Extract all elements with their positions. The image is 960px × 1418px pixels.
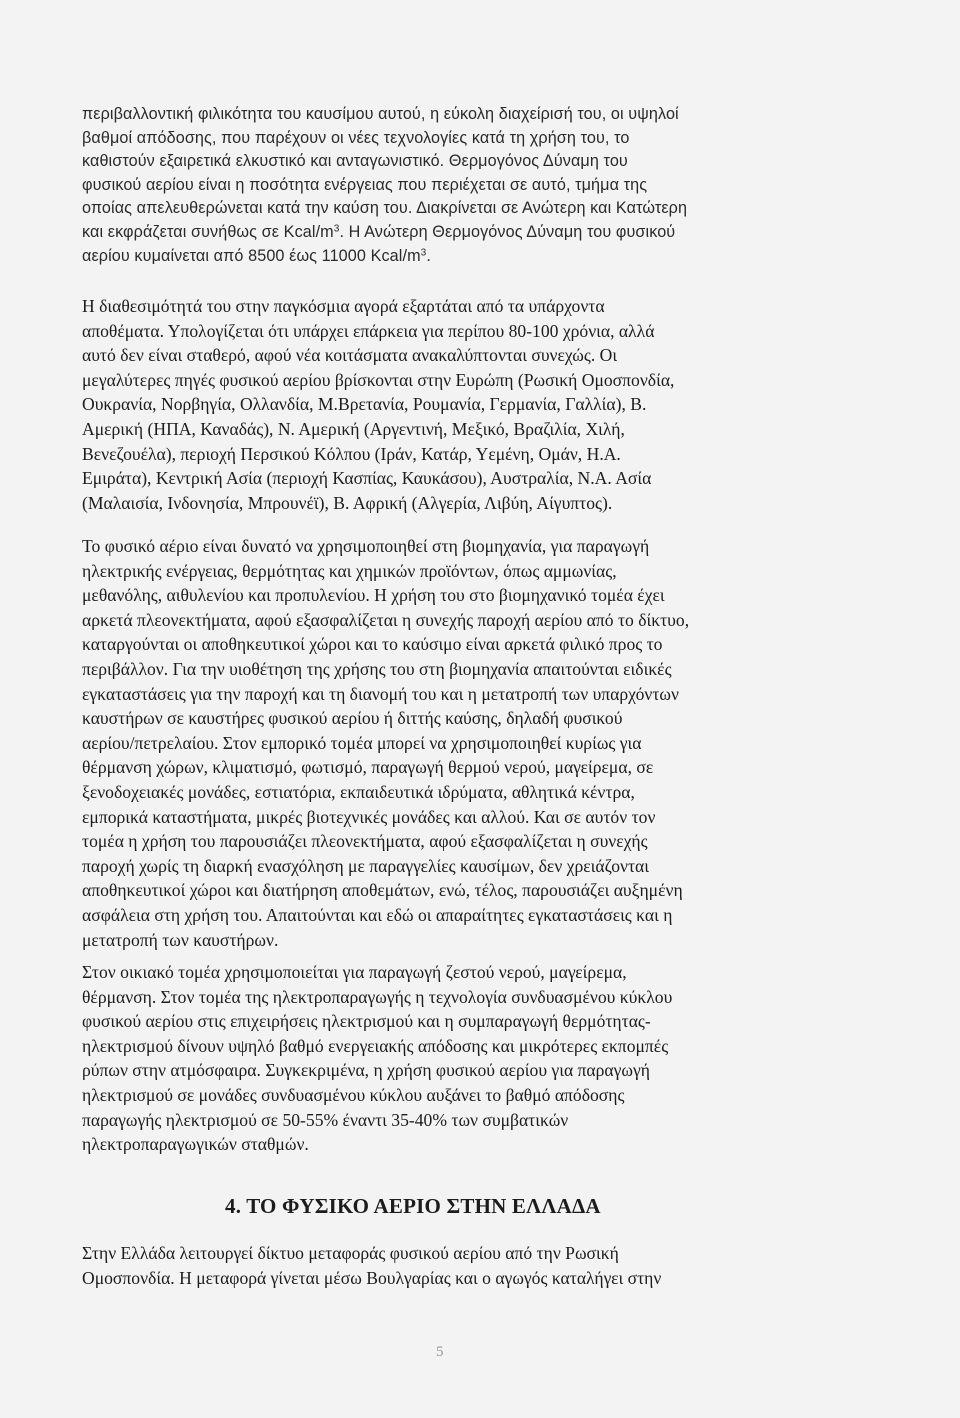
text-line: Ουκρανία, Νορβηγία, Ολλανδία, Μ.Βρετανία, Ρουμανία, Γερμανία, Γαλλία), Β.: [82, 394, 647, 415]
text-line: μετατροπή των καυστήρων.: [82, 929, 279, 950]
text-line: ηλεκτρισμού δίνουν υψηλό βαθμό ενεργειακής απόδοσης και μικρότερες εκπομπές: [82, 1035, 669, 1056]
text-line: αερίου/πετρελαίου. Στον εμπορικό τομέα μπορεί να χρησιμοποιηθεί κυρίως για: [82, 732, 642, 753]
text-line: αυτό δεν είναι σταθερό, αφού νέα κοιτάσματα ανακαλύπτονται συνεχώς. Οι: [82, 345, 618, 366]
superscript: 3: [420, 247, 427, 259]
text-line: Το φυσικό αέριο είναι δυνατό να χρησιμοποιηθεί στη βιομηχανία, για παραγωγή: [82, 536, 650, 556]
text-line: παραγωγής ηλεκτρισμού σε 50-55% έναντι 35-40% των συμβατικών: [82, 1109, 569, 1130]
paragraph-calorific-value: [82, 103, 822, 268]
text-line: Στην Ελλάδα λειτουργεί δίκτυο μεταφοράς φυσικού αερίου από την Ρωσική: [82, 1243, 619, 1263]
text-line: θέρμανση χώρων, κλιματισμό, φωτισμό, παραγωγή θερμού νερού, μαγείρεμα, σε: [82, 757, 654, 778]
text-line: Η διαθεσιμότητά του στην παγκόσμια αγορά εξαρτάται από τα υπάρχοντα: [82, 296, 605, 316]
text-line: ηλεκτρισμού σε μονάδες συνδυασμένου κύκλου αυξάνει το βαθμό απόδοσης: [82, 1084, 625, 1105]
text-line: Στον οικιακό τομέα χρησιμοποιείται για παραγωγή ζεστού νερού, μαγείρεμα,: [82, 962, 627, 982]
text-line: Αμερική (ΗΠΑ, Καναδάς), Ν. Αμερική (Αργεντινή, Μεξικό, Βραζιλία, Χιλή,: [82, 418, 625, 439]
text-line: περιβάλλον. Για την υιοθέτηση της χρήσης του στη βιομηχανία απαιτούνται ειδικές: [82, 658, 672, 679]
text-line: ξενοδοχειακές μονάδες, εστιατόρια, εκπαιδευτικά ιδρύματα, αθλητικά κέντρα,: [82, 781, 635, 802]
paragraph-industrial-use: [82, 534, 822, 952]
text-line: Ομοσπονδία. Η μεταφορά γίνεται μέσω Βουλγαρίας και ο αγωγός καταλήγει στην: [82, 1267, 662, 1288]
text-line: καταργούνται οι αποθηκευτικοί χώροι και το καύσιμο είναι αρκετά φιλικό προς το: [82, 634, 663, 655]
text-segment: . Η Ανώτερη Θερμογόνος Δύναμη του φυσικού: [339, 222, 676, 241]
text-line: οποίας απελευθερώνεται κατά την καύση του. Διακρίνεται σε Ανώτερη και Κατώτερη: [82, 199, 688, 218]
text-segment: αερίου κυμαίνεται από 8500 έως 11000 Kcal/m: [82, 246, 421, 265]
text-line: φυσικού αερίου στις επιχειρήσεις ηλεκτρισμού και η συμπαραγωγή θερμότητας-: [82, 1011, 651, 1032]
text-line-with-unit: [82, 245, 822, 269]
text-line: φυσικού αερίου είναι η ποσότητα ενέργειας που περιέχεται σε αυτό, τμήμα της: [82, 175, 648, 194]
text-line: τομέα η χρήση του παρουσιάζει πλεονεκτήματα, αφού εξασφαλίζεται η συνεχής: [82, 831, 648, 852]
superscript: 3: [333, 223, 340, 235]
text-line: αποθηκευτικοί χώροι και διατήρηση αποθεμάτων, ενώ, τέλος, παρουσιάζει αυξημένη: [82, 880, 683, 901]
text-line: αρκετά πλεονεκτήματα, αφού εξασφαλίζεται η συνεχής παροχή αερίου από το δίκτυο,: [82, 609, 690, 630]
text-line: ηλεκτρικής ενέργειας, θερμότητας και χημικών προϊόντων, όπως αμμωνίας,: [82, 560, 617, 581]
text-line: ρύπων στην ατμόσφαιρα. Συγκεκριμένα, η χρήση φυσικού αερίου για παραγωγή: [82, 1060, 650, 1081]
page-number: 5: [436, 1344, 444, 1360]
text-line: ηλεκτροπαραγωγικών σταθμών.: [82, 1134, 309, 1155]
text-segment: .: [426, 246, 431, 265]
text-line: Εμιράτα), Κεντρική Ασία (περιοχή Κασπίας, Καυκάσου), Αυστραλία, Ν.Α. Ασία: [82, 468, 652, 489]
paragraph-availability: [82, 294, 822, 515]
text-line: (Μαλαισία, Ινδονησία, Μπρουνέϊ), Β. Αφρική (Αλγερία, Λιβύη, Αίγυπτος).: [82, 492, 613, 513]
text-line: παροχή χωρίς τη διαρκή ενασχόληση με παραγγελίες καυσίμων, δεν χρειάζονται: [82, 855, 650, 876]
text-line: εμπορικά καταστήματα, μικρές βιοτεχνικές μονάδες και αλλού. Και σε αυτόν τον: [82, 806, 656, 827]
text-line: Βενεζουέλα), περιοχή Περσικού Κόλπου (Ιράν, Κατάρ, Υεμένη, Ομάν, Η.Α.: [82, 443, 621, 464]
paragraph-domestic-and-power-use: [82, 960, 822, 1157]
paragraph-greece-network: [82, 1241, 822, 1290]
text-line: ασφάλεια στη χρήση του. Απαιτούνται και εδώ οι απαραίτητες εγκαταστάσεις και η: [82, 904, 673, 925]
text-line: καυστήρων σε καυστήρες φυσικού αερίου ή διττής καύσης, δηλαδή φυσικού: [82, 708, 623, 729]
text-line-with-unit: [82, 221, 822, 245]
section-heading: 4. ΤΟ ΦΥΣΙΚΟ ΑΕΡΙΟ ΣΤΗΝ ΕΛΛΑΔΑ: [225, 1194, 601, 1218]
text-line: μεγαλύτερες πηγές φυσικού αερίου βρίσκονται στην Ευρώπη (Ρωσική Ομοσπονδία,: [82, 369, 675, 390]
text-line: βαθμοί απόδοσης, που παρέχουν οι νέες τεχνολογίες κατά τη χρήση του, το: [82, 128, 630, 147]
text-line: μεθανόλης, αιθυλενίου και προπυλενίου. Η χρήση του στο βιομηχανικό τομέα έχει: [82, 585, 665, 606]
text-line: θέρμανση. Στον τομέα της ηλεκτροπαραγωγής η τεχνολογία συνδυασμένου κύκλου: [82, 986, 673, 1007]
text-line: περιβαλλοντική φιλικότητα του καυσίμου αυτού, η εύκολη διαχείρισή του, οι υψηλοί: [82, 105, 679, 123]
text-line: καθιστούν εξαιρετικά ελκυστικό και ανταγωνιστικό. Θερμογόνος Δύναμη του: [82, 152, 628, 171]
text-line: εγκαταστάσεις για την παροχή και τη διανομή του και η μετατροπή των υπαρχόντων: [82, 683, 679, 704]
text-segment: και εκφράζεται συνήθως σε Kcal/m: [82, 222, 334, 241]
text-line: αποθέματα. Υπολογίζεται ότι υπάρχει επάρκεια για περίπου 80-100 χρόνια, αλλά: [82, 320, 655, 341]
